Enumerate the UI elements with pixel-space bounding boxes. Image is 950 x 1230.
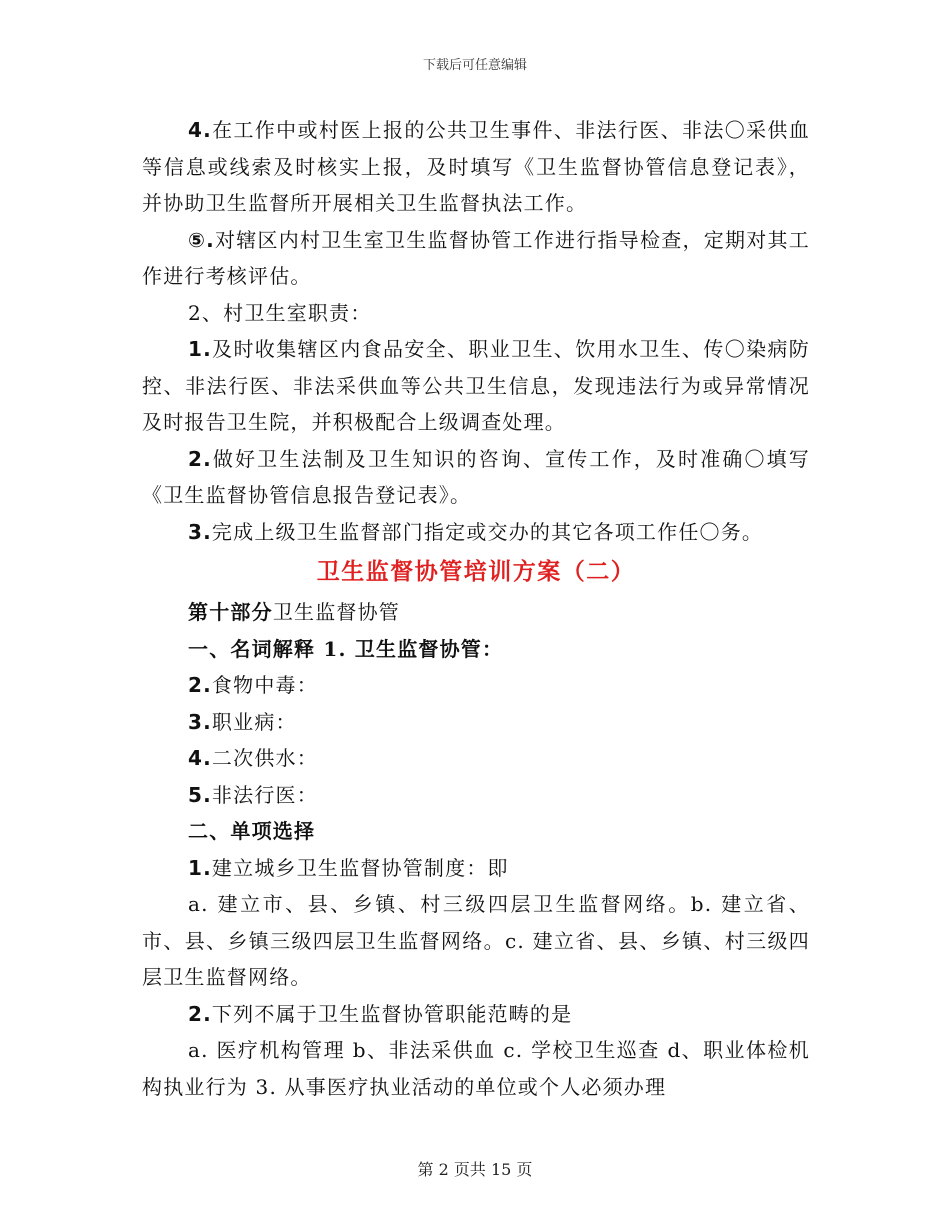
term-text: 职业病： bbox=[211, 709, 297, 734]
paragraph-number: ⑤. bbox=[188, 227, 215, 252]
paragraph-duty-2 bbox=[142, 441, 810, 514]
term-definition-heading: 一、名词解释 1. 卫生监督协管： bbox=[188, 636, 504, 661]
question-text: 下列不属于卫生监督协管职能范畴的是 bbox=[211, 1001, 573, 1026]
question-1-options: a. 建立市、县、乡镇、村三级四层卫生监督网络。b. 建立省、市、县、乡镇三级四层卫生监督网络。c. 建立省、县、乡镇、村三级四层卫生监督网络。 bbox=[142, 892, 810, 989]
paragraph-duty-1 bbox=[142, 331, 810, 441]
paragraph-number: 2. bbox=[188, 446, 212, 471]
village-clinic-duties-heading bbox=[142, 295, 810, 332]
term-number: 4. bbox=[188, 746, 212, 770]
part-text: 卫生监督协管 bbox=[272, 600, 401, 624]
term-item bbox=[142, 667, 810, 704]
question-2-options: a. 医疗机构管理 b、非法采供血 c. 学校卫生巡查 d、职业体检机构执业行为 3. 从事医疗执业活动的单位或个人必须办理 bbox=[142, 1038, 810, 1099]
paragraph-item-4 bbox=[142, 112, 810, 222]
paragraph-text: 在工作中或村医上报的公共卫生事件、非法行医、非法〇采供血等信息或线索及时核实上报，及时填写《卫生监督协管信息登记表》，并协助卫生监督所开展相关卫生监督执法工作。 bbox=[142, 118, 810, 215]
section-title: 卫生监督协管培训方案（二） bbox=[316, 558, 636, 585]
paragraph-number: 4. bbox=[188, 118, 212, 142]
term-number: 3. bbox=[188, 709, 212, 734]
document-body bbox=[142, 112, 810, 1105]
header-note: 下载后可任意编辑 bbox=[422, 58, 527, 73]
paragraph-text: 2、村卫生室职责： bbox=[188, 300, 372, 325]
term-item bbox=[142, 740, 810, 777]
paragraph-text: 对辖区内村卫生室卫生监督协管工作进行指导检查，定期对其工作进行考核评估。 bbox=[142, 227, 810, 288]
term-text: 非法行医： bbox=[211, 782, 318, 807]
paragraph-number: 3. bbox=[188, 519, 212, 544]
paragraph-text: 及时收集辖区内食品安全、职业卫生、饮用水卫生、传〇染病防控、非法行医、非法采供血等公共卫生信息，发现违法行为或异常情况及时报告卫生院，并积极配合上级调查处理。 bbox=[142, 337, 810, 434]
question-1 bbox=[142, 850, 810, 887]
question-text: 建立城乡卫生监督协管制度：即 bbox=[211, 855, 509, 880]
question-number: 1. bbox=[188, 855, 212, 880]
paragraph-duty-3 bbox=[142, 514, 810, 551]
term-text: 二次供水： bbox=[211, 746, 318, 770]
term-number: 2. bbox=[188, 673, 212, 697]
term-item bbox=[142, 704, 810, 741]
term-number: 5. bbox=[188, 782, 212, 807]
paragraph-text: 完成上级卫生监督部门指定或交办的其它各项工作任〇务。 bbox=[211, 519, 764, 544]
page-number-footer: 第 2 页共 15 页 bbox=[417, 1160, 533, 1179]
part-label: 第十部分 bbox=[188, 600, 273, 624]
paragraph-item-5 bbox=[142, 222, 810, 295]
part-heading bbox=[142, 594, 810, 631]
term-text: 食物中毒： bbox=[211, 673, 318, 697]
single-choice-heading: 二、单项选择 bbox=[188, 819, 316, 843]
question-number: 2. bbox=[188, 1001, 212, 1026]
paragraph-number: 1. bbox=[188, 337, 212, 361]
term-item bbox=[142, 777, 810, 814]
paragraph-text: 做好卫生法制及卫生知识的咨询、宣传工作，及时准确〇填写《卫生监督协管信息报告登记表》。 bbox=[142, 446, 810, 507]
question-2 bbox=[142, 996, 810, 1033]
